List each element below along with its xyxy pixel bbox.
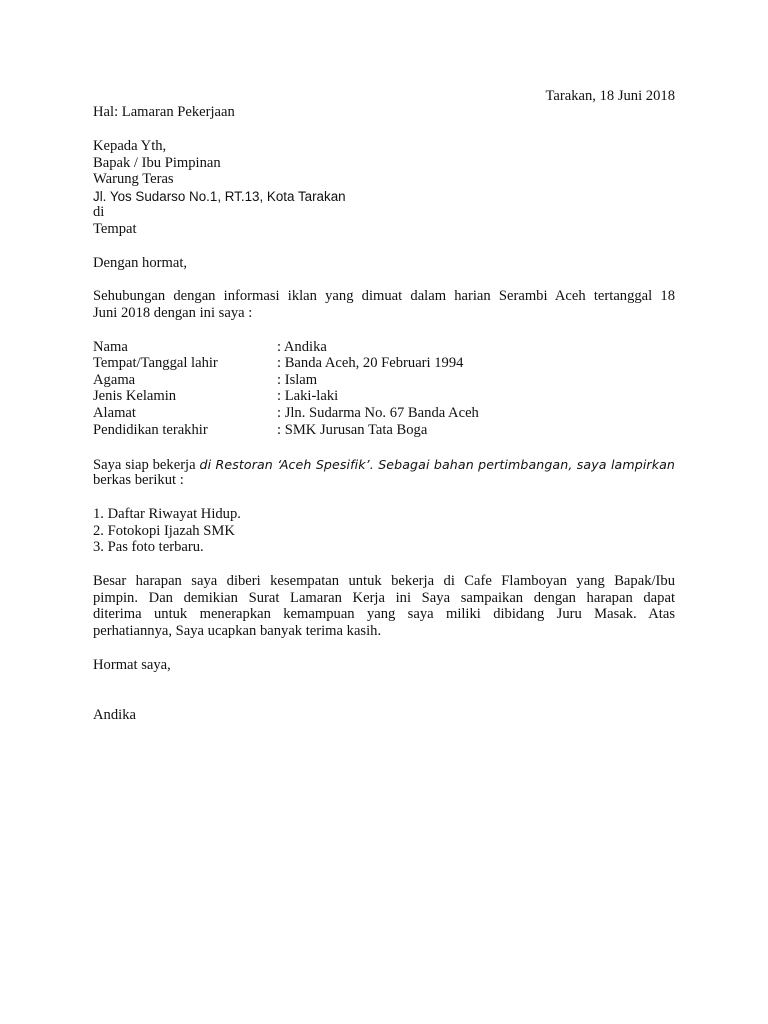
readiness-handwritten: di Restoran ‘Aceh Spesifik’. Sebagai bahan pertimbangan, saya lampirkan	[199, 457, 676, 472]
recipient-line-3: Warung Teras	[93, 171, 174, 187]
detail-value: : Jln. Sudarma No. 67 Banda Aceh	[277, 405, 479, 421]
attachment-item: 3. Pas foto terbaru.	[93, 539, 204, 555]
recipient-address: Jl. Yos Sudarso No.1, RT.13, Kota Tarakan	[93, 189, 346, 204]
attachment-item: 2. Fotokopi Ijazah SMK	[93, 523, 235, 539]
recipient-line-6: Tempat	[93, 221, 137, 237]
detail-label: Tempat/Tanggal lahir	[93, 355, 218, 371]
detail-value: : Islam	[277, 372, 318, 388]
detail-value: : Andika	[277, 339, 327, 355]
readiness-start: Saya siap bekerja	[93, 457, 200, 473]
closing-line-2: pimpin. Dan demikian Surat Lamaran Kerja ini Saya sampaikan dengan harapan dapat	[93, 590, 675, 606]
detail-value: : Banda Aceh, 20 Februari 1994	[277, 355, 464, 371]
recipient-line-2: Bapak / Ibu Pimpinan	[93, 155, 221, 171]
detail-label: Alamat	[93, 405, 136, 421]
intro-line-1: Sehubungan dengan informasi iklan yang dimuat dalam harian Serambi Aceh tertanggal 18	[93, 288, 675, 304]
place-date: Tarakan, 18 Juni 2018	[545, 88, 675, 104]
detail-value: : Laki-laki	[277, 388, 339, 404]
closing-line-1: Besar harapan saya diberi kesempatan untuk bekerja di Cafe Flamboyan yang Bapak/Ibu	[93, 573, 675, 589]
detail-label: Pendidikan terakhir	[93, 422, 208, 438]
closing-line-4: perhatiannya, Saya ucapkan banyak terima kasih.	[93, 623, 382, 639]
subject-line: Hal: Lamaran Pekerjaan	[93, 104, 235, 120]
recipient-line-5: di	[93, 204, 105, 220]
sign-off: Hormat saya,	[93, 657, 171, 673]
readiness-line-2: berkas berikut :	[93, 472, 184, 488]
detail-label: Agama	[93, 372, 136, 388]
recipient-line-1: Kepada Yth,	[93, 138, 167, 154]
detail-label: Nama	[93, 339, 128, 355]
signature-name: Andika	[93, 707, 136, 723]
intro-line-2: Juni 2018 dengan ini saya :	[93, 305, 253, 321]
attachment-item: 1. Daftar Riwayat Hidup.	[93, 506, 241, 522]
greeting: Dengan hormat,	[93, 255, 188, 271]
detail-label: Jenis Kelamin	[93, 388, 177, 404]
closing-line-3: diterima untuk menerapkan kemampuan yang saya miliki dibidang Juru Masak. Atas	[93, 606, 675, 622]
detail-value: : SMK Jurusan Tata Boga	[277, 422, 428, 438]
